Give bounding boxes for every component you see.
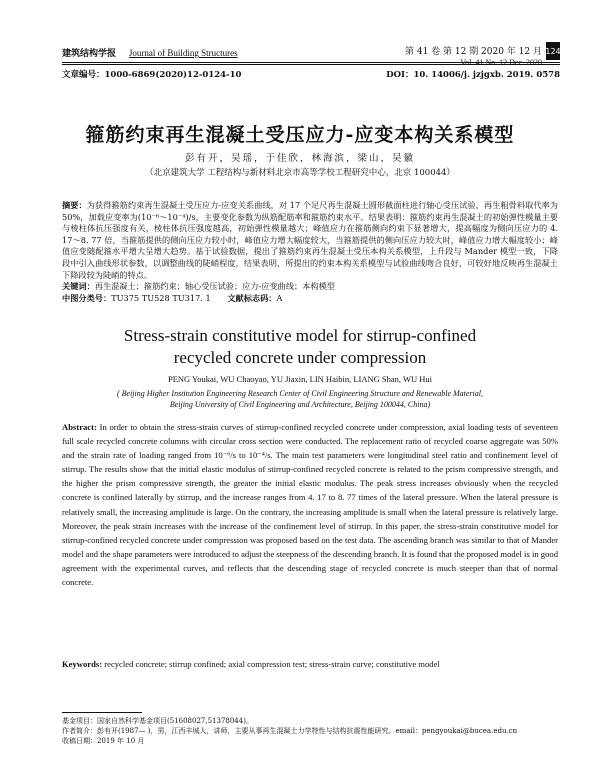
doc-code: A [276,292,283,303]
journal-name [62,46,238,59]
issue-en: Vol. 41 No. 12 Dec. 2020 [460,58,542,67]
page-number-badge: 124 [546,42,560,60]
header-rule-thin [62,64,560,65]
english-abstract [62,420,558,589]
chinese-abstract-text: 为获得箍筋约束再生混凝土受压应力-应变关系曲线，对 17 个足尺再生混凝土圆形截面柱进行轴心受压试验，再生粗骨料取代率为 50%，加载应变率为(10⁻⁶～10⁻⁴)/s，主要变化参数为纵筋配筋率和箍筋约束水平。结果表明：箍筋约束再生混凝土的初始弹性模量主要与棱柱体抗压强度有关，棱柱体抗压强度越高，初始弹性模量越大；峰值应力在箍筋侧向约束下显著增大，提高幅度为侧向压应力的 4. 17～8. 77 倍，当箍筋提供的侧向压应力较小时，峰值应力增大幅度较大，当箍筋提供的侧向压应力较大时，峰值应力增大幅度较小；峰值应变随配箍水平增大呈增大趋势。基于试验数据，提出了箍筋约束再生混凝土受压本构关系模型，上升段与 Mander 模型一致，下降段中引入曲线形状参数，以调整曲线的陡峭程度，结果表明，所提出的约束本构关系模型与试验曲线吻合良好，可较好地反映再生混凝土下降段较为陡峭的特点。 [62,200,558,280]
chinese-keywords [62,281,558,293]
english-authors: PENG Youkai, WU Chaoyao, YU Jiaxin, LIN Haibin, LIANG Shan, WU Hui [167,374,433,384]
english-abstract-label: Abstract: [62,422,97,432]
classification-line [62,293,558,305]
journal-name-cn: 建筑结构学报 [62,49,117,59]
english-title-line2: recycled concrete under compression [173,348,427,367]
footnote [62,716,558,746]
chinese-abstract-label: 摘要： [62,200,87,210]
chinese-keywords-label: 关键词： [62,281,95,292]
english-keywords-text: recycled concrete; stirrup confined; axial compression test; stress-strain curve; constitutive model [104,659,440,669]
english-affiliation-line2: Beijing University of Civil Engineering and Architecture, Beijing 100044, China) [169,400,431,409]
chinese-abstract-block [62,200,558,304]
chinese-title: 箍筋约束再生混凝土受压应力-应变本构关系模型 [85,124,515,146]
chinese-keywords-text: 再生混凝土；箍筋约束；轴心受压试验；应力-应变曲线；本构模型 [94,281,335,292]
chinese-abstract [62,200,558,281]
english-affiliation-line1: ( Beijing Higher Institution Engineering Research Center of Civil Engineering Structure and Renewable Material, [116,389,483,398]
article-number: 文章编号：1000-6869(2020)12-0124-10 [62,70,242,80]
footnote-rule [62,712,142,713]
doi: DOI：10. 14006/j. jzjgxb. 2019. 0578 [386,70,560,80]
english-keywords-label: Keywords: [62,659,103,669]
footnote-author-bio: 作者简介：彭有开(1987— )，男，江西丰城人，讲师，主要从事再生混凝土力学特性与结构抗震性能研究。email：pengyoukai@bucea.edu.cn [62,727,518,735]
clc-codes: TU375 TU528 TU317. 1 [111,292,211,303]
english-title-line1: Stress-strain constitutive model for stirrup-confined [123,326,477,345]
journal-name-en: Journal of Building Structures [128,48,238,58]
doc-code-label: 文献标志码： [227,292,277,303]
english-abstract-text: In order to obtain the stress-strain curves of stirrup-confined recycled concrete under compression, axial loading tests of seventeen full scale recycled concrete columns with circular cross section were conducted. The replacement ratio of recycled coarse aggregate was 50% and the strain rate of loading ranged from 10⁻⁶/s to 10⁻⁴/s. The main test parameters were longitudinal steel ratio and confinement level of stirrup. The results show that the initial elastic modulus of stirrup-confined recycled concrete is related to the prism compressive strength, and the higher the prism compressive strength, the greater the initial elastic modulus. The peak stress increases obviously when the recycled concrete is confined laterally by stirrup, and the increase ranges from 4. 17 to 8. 77 times of the lateral pressure. When the lateral pressure is relatively small, the increasing amplitude is large. On the contrary, the increasing amplitude is small when the lateral pressure is relatively large. Moreover, the peak strain increases with the increase of the confinement level of stirrup. In this paper, the stress-strain constitutive model for stirrup-confined recycled concrete under compression was proposed based on the test data. The ascending branch was similar to that of Mander model and the shape parameters were introduced to adjust the steepness of the descending branch. It is found that the proposed model is in good agreement with the experimental curves, and reflects that the descending stage of recycled concrete is much steeper than that of normal concrete. [62,422,558,588]
header-rule [62,62,560,63]
chinese-affiliation: （北京建筑大学 工程结构与新材料北京市高等学校工程研究中心，北京 100044） [145,168,455,178]
english-keywords [62,659,558,669]
chinese-authors: 彭有开，吴瑶，于佳欣，林海滨，梁山，吴徽 [184,153,415,164]
footnote-received-date: 收稿日期：2019 年 10 月 [62,737,145,745]
issue-cn: 第 41 卷 第 12 期 2020 年 12 月 [404,47,542,57]
footnote-funding: 基金项目：国家自然科学基金项目(51608027,51378044)。 [62,717,253,725]
clc-label: 中图分类号： [62,292,112,303]
english-title [0,325,600,369]
english-affiliation [0,388,600,410]
